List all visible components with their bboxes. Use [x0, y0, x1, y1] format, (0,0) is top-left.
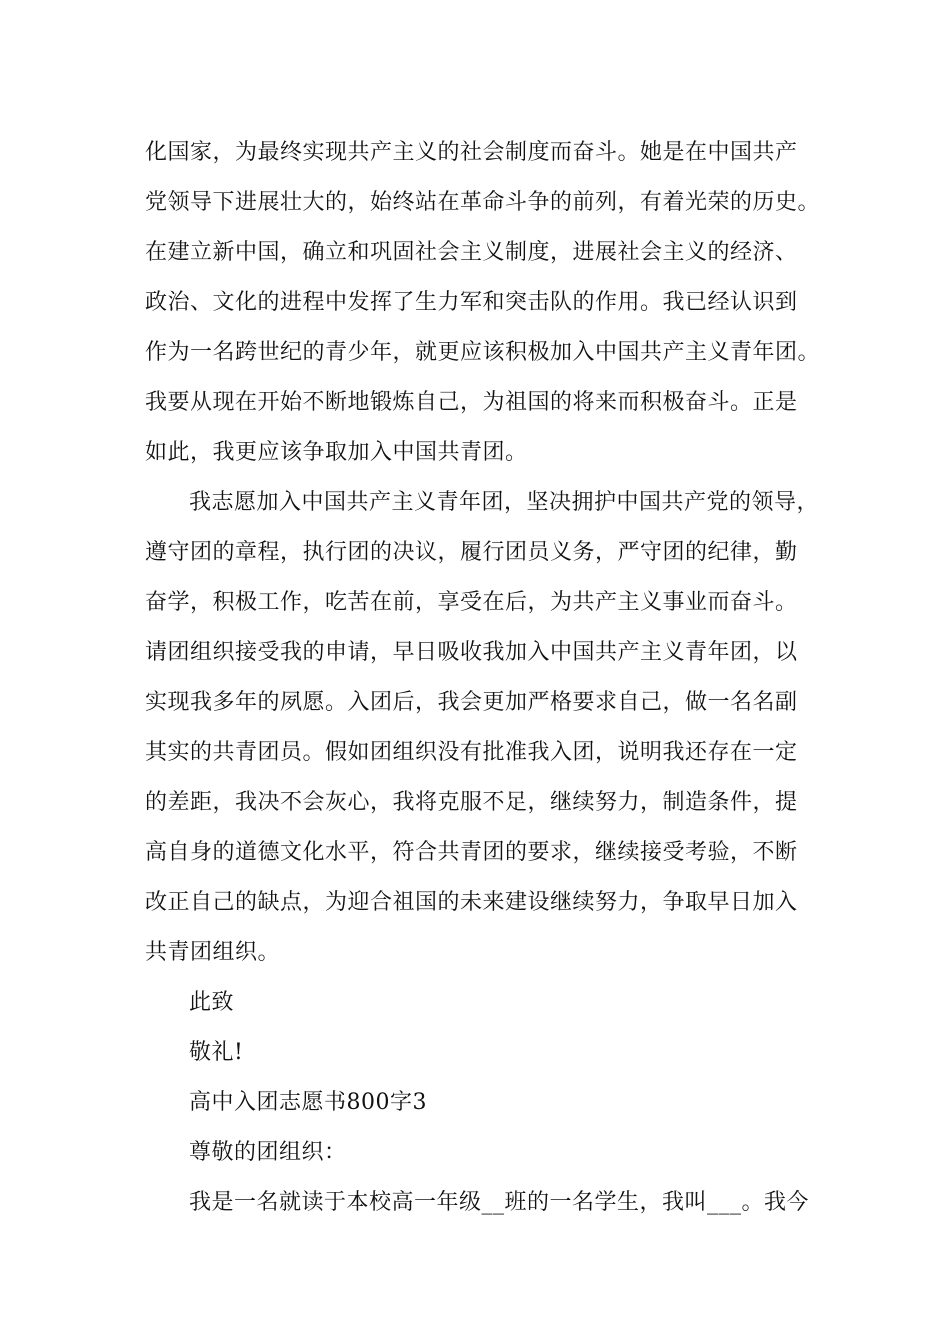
- text-line: 请团组织接受我的申请，早日吸收我加入中国共产主义青年团，以: [145, 640, 798, 665]
- paragraph-start-line: 我志愿加入中国共产主义青年团，坚决拥护中国共产党的领导，: [189, 490, 820, 515]
- text-line: 实现我多年的夙愿。入团后，我会更加严格要求自己，做一名名副: [145, 690, 798, 715]
- text-line: 作为一名跨世纪的青少年，就更应该积极加入中国共产主义青年团。: [145, 340, 821, 365]
- salutation-line: 敬礼!: [189, 1040, 244, 1065]
- closing-line: 此致: [189, 990, 235, 1015]
- text-line: 政治、文化的进程中发挥了生力军和突击队的作用。我已经认识到: [145, 290, 798, 315]
- text-line: 遵守团的章程，执行团的决议，履行团员义务，严守团的纪律，勤: [145, 540, 798, 565]
- text-line: 如此，我更应该争取加入中国共青团。: [145, 440, 528, 465]
- text-line: 化国家，为最终实现共产主义的社会制度而奋斗。她是在中国共产: [145, 140, 798, 165]
- text-line: 其实的共青团员。假如团组织没有批准我入团，说明我还存在一定: [145, 740, 798, 765]
- text-line: 改正自己的缺点，为迎合祖国的未来建设继续努力，争取早日加入: [145, 890, 798, 915]
- text-line: 奋学，积极工作，吃苦在前，享受在后，为共产主义事业而奋斗。: [145, 590, 798, 615]
- text-line: 高自身的道德文化水平，符合共青团的要求，继续接受考验，不断: [145, 840, 798, 865]
- text-line: 党领导下进展壮大的，始终站在革命斗争的前列，有着光荣的历史。: [145, 190, 821, 215]
- section-heading: 高中入团志愿书800字3: [189, 1090, 427, 1115]
- greeting-line: 尊敬的团组织：: [189, 1140, 347, 1165]
- text-line: 的差距，我决不会灰心，我将克服不足，继续努力，制造条件，提: [145, 790, 798, 815]
- paragraph-start-line: 我是一名就读于本校高一年级__班的一名学生，我叫___。我今: [189, 1190, 810, 1215]
- text-line: 我要从现在开始不断地锻炼自己，为祖国的将来而积极奋斗。正是: [145, 390, 798, 415]
- text-line: 共青团组织。: [145, 940, 281, 965]
- text-line: 在建立新中国，确立和巩固社会主义制度，进展社会主义的经济、: [145, 240, 798, 265]
